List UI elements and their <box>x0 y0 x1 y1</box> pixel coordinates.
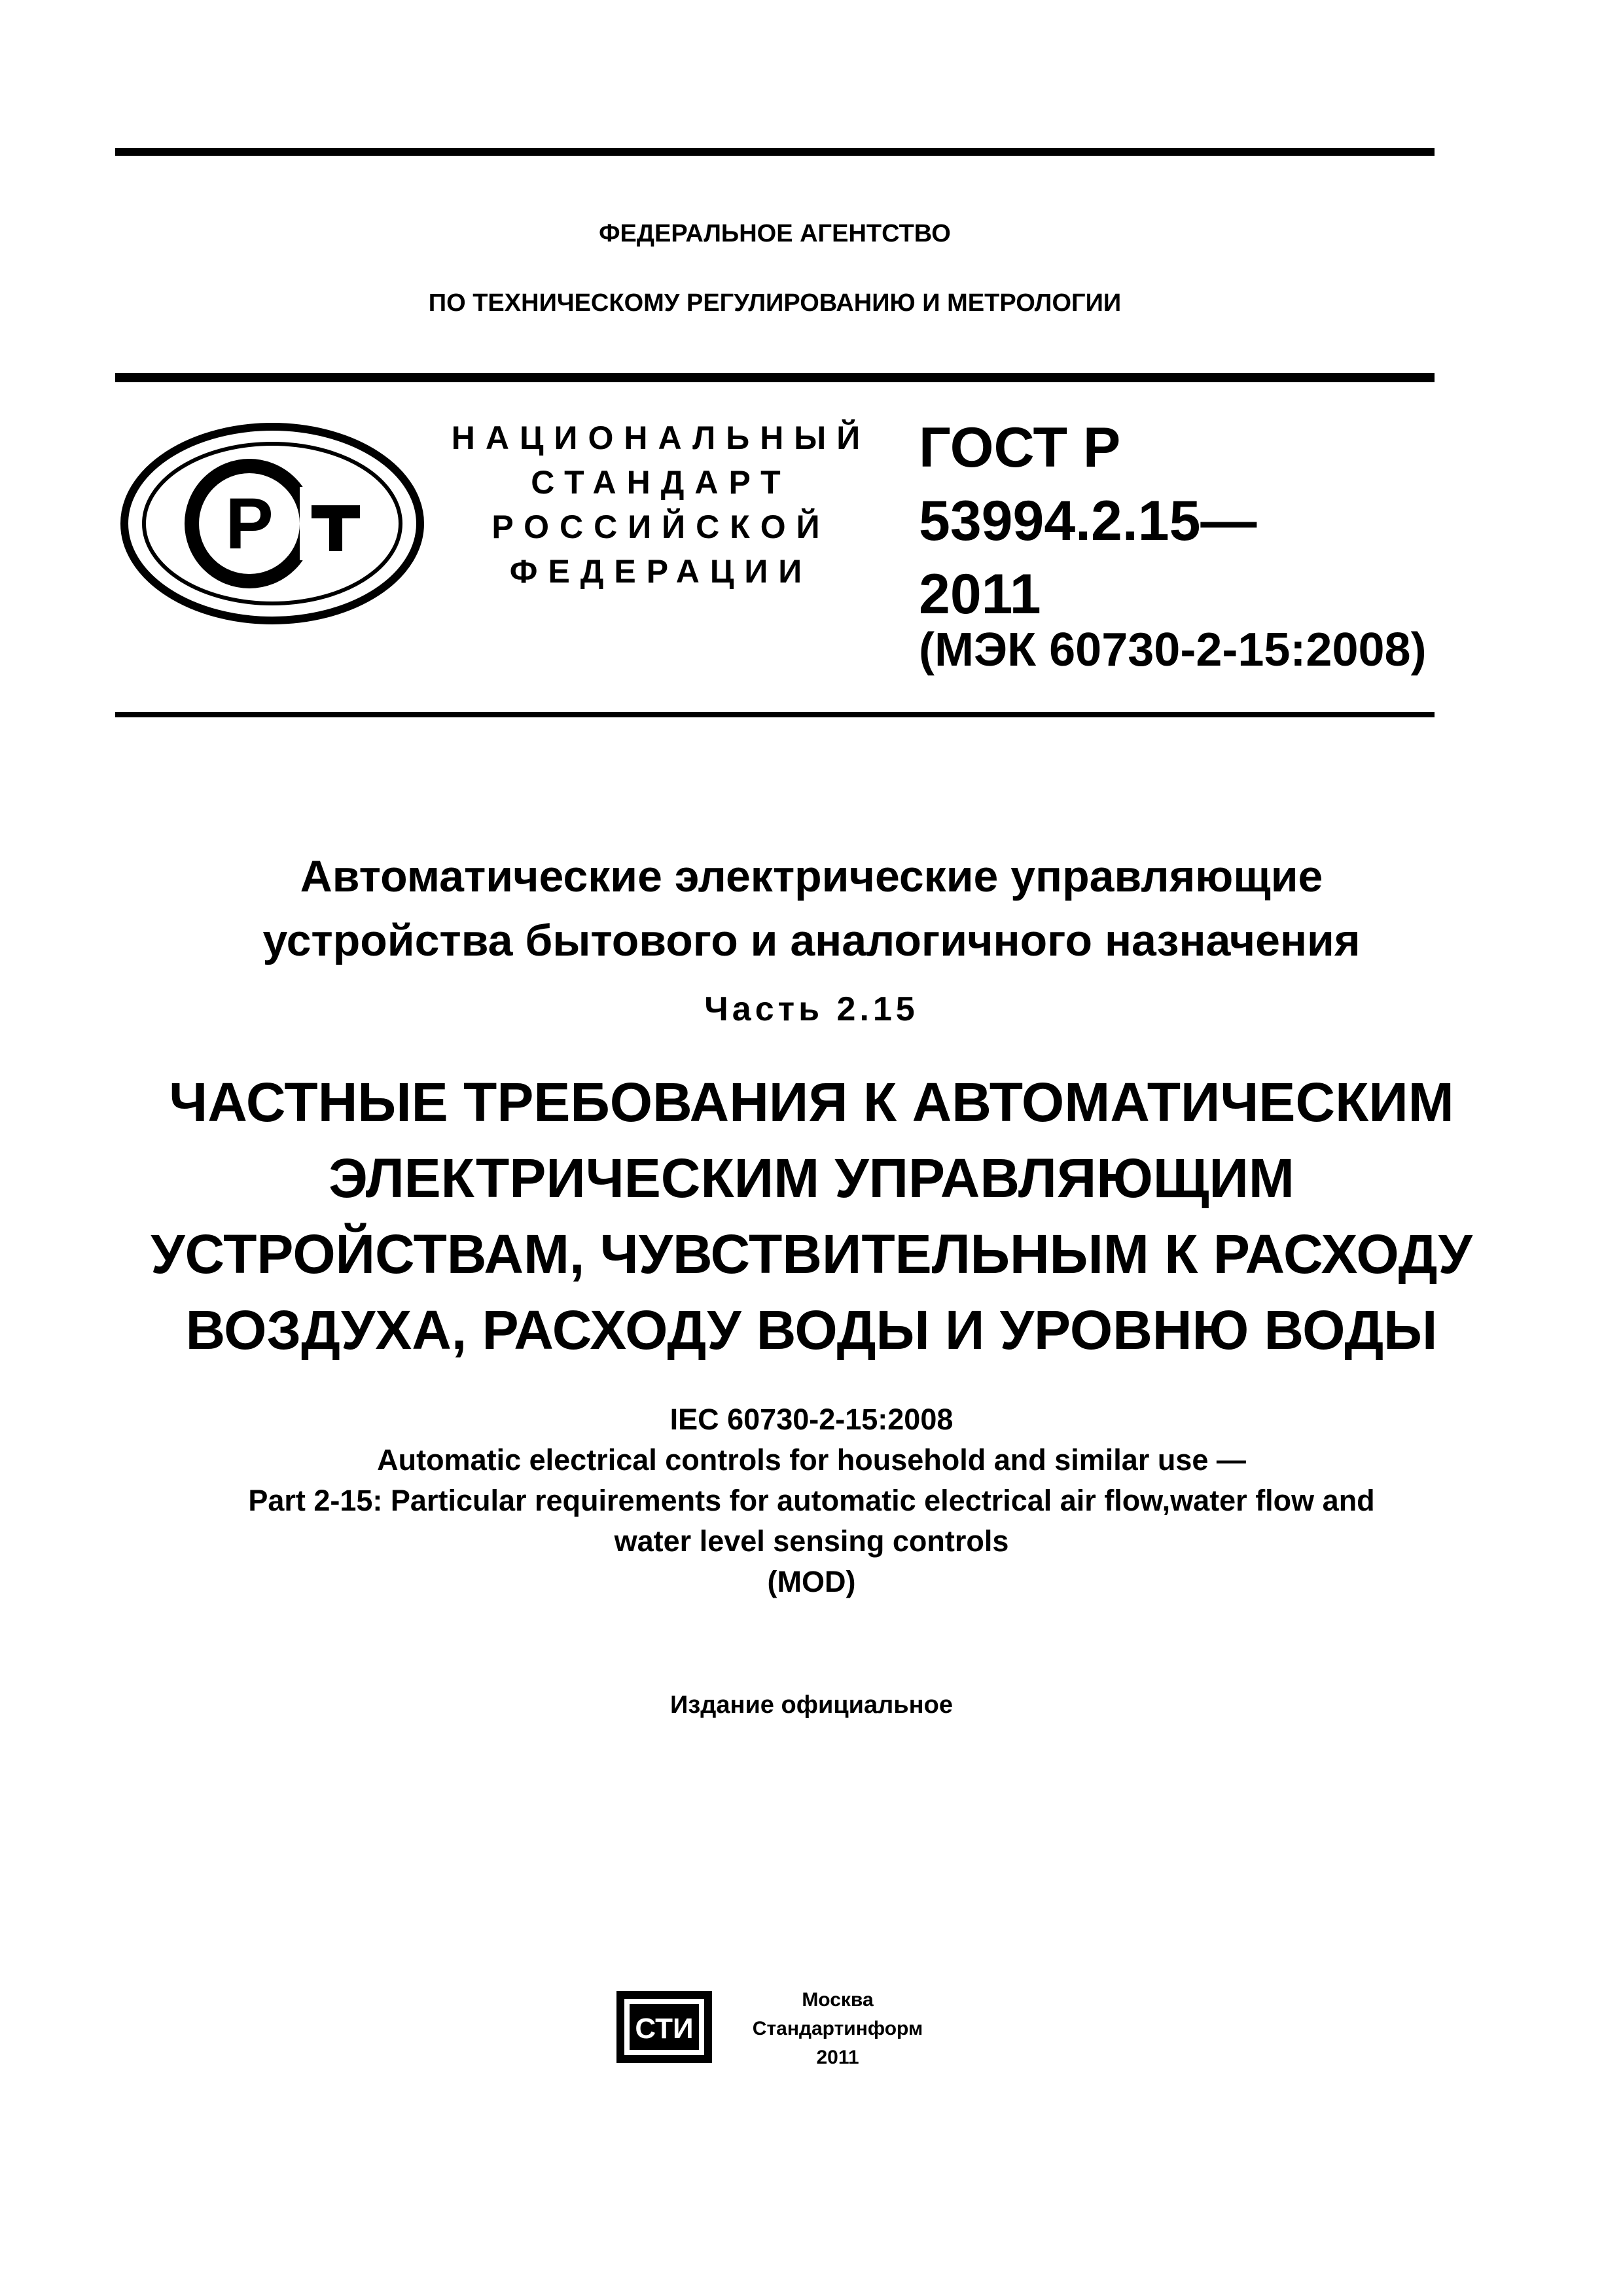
english-line-4: water level sensing controls <box>614 1524 1009 1558</box>
title-line-2: устройства бытового и аналогичного назначения <box>262 916 1361 965</box>
national-line-2: СТАНДАРТ <box>531 464 791 501</box>
publisher-name: Стандартинформ <box>752 2018 923 2039</box>
gost-line-3: 2011 <box>919 563 1041 626</box>
main-title-line-2: ЭЛЕКТРИЧЕСКИМ УПРАВЛЯЮЩИМ <box>329 1147 1294 1209</box>
title-line-1: Автоматические электрические управляющие <box>300 852 1323 901</box>
english-line-1: IEC 60730-2-15:2008 <box>669 1403 954 1436</box>
national-line-4: ФЕДЕРАЦИИ <box>509 553 813 590</box>
rst-logo-letter: Р <box>225 484 274 564</box>
edition-note: Издание официальное <box>670 1691 953 1719</box>
main-title-line-3: УСТРОЙСТВАМ, ЧУВСТВИТЕЛЬНЫМ К РАСХОДУ <box>151 1223 1472 1285</box>
mid-rule <box>115 712 1435 717</box>
gost-iec-reference: (МЭК 60730-2-15:2008) <box>919 624 1427 676</box>
agency-line-1: ФЕДЕРАЛЬНОЕ АГЕНТСТВО <box>599 220 951 247</box>
part-label: Часть 2.15 <box>704 990 919 1028</box>
national-line-1: НАЦИОНАЛЬНЫЙ <box>451 420 871 456</box>
top-rule <box>115 148 1435 156</box>
english-line-2: Automatic electrical controls for household and similar use — <box>377 1443 1246 1477</box>
national-line-3: РОССИЙСКОЙ <box>491 509 830 545</box>
publisher-year: 2011 <box>816 2047 859 2068</box>
rst-logo-icon <box>115 419 429 628</box>
english-line-3: Part 2-15: Particular requirements for automatic electrical air flow,water flow and <box>248 1484 1375 1517</box>
gost-line-1: ГОСТ Р <box>919 416 1121 479</box>
main-title-line-4: ВОЗДУХА, РАСХОДУ ВОДЫ И УРОВНЮ ВОДЫ <box>185 1299 1438 1361</box>
publisher-city: Москва <box>802 1989 874 2011</box>
header-rule <box>115 373 1435 382</box>
gost-line-2: 53994.2.15— <box>919 490 1257 552</box>
standartinform-logo-text: СТИ <box>635 2013 694 2045</box>
standartinform-logo-icon <box>615 1990 713 2064</box>
agency-line-2: ПО ТЕХНИЧЕСКОМУ РЕГУЛИРОВАНИЮ И МЕТРОЛОГИИ <box>428 289 1122 317</box>
main-title-line-1: ЧАСТНЫЕ ТРЕБОВАНИЯ К АВТОМАТИЧЕСКИМ <box>169 1071 1454 1133</box>
english-line-5: (MOD) <box>767 1565 856 1598</box>
